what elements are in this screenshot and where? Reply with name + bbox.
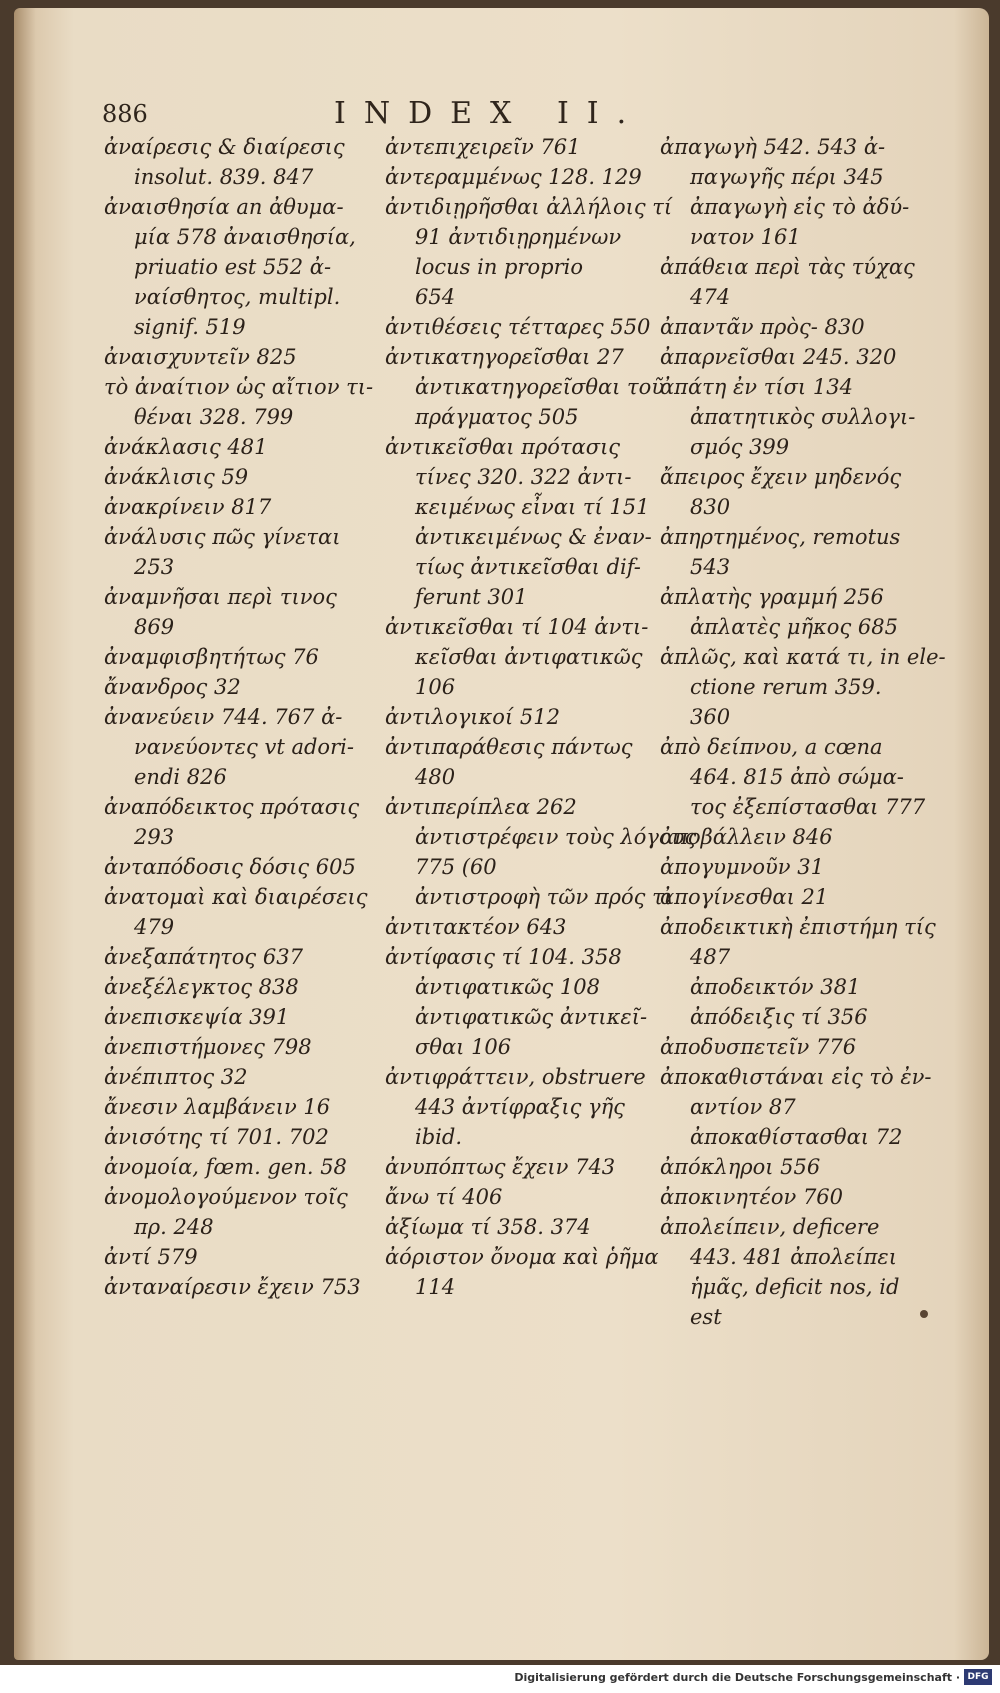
index-entry: ἀντικεῖσθαι τί 104 ἀντι- <box>385 615 649 639</box>
index-entry: 543 <box>690 555 731 579</box>
index-entry: ἀνταπόδοσις δόσις 605 <box>104 855 356 879</box>
index-entry: ἀντιπαράθεσις πάντως <box>385 735 633 759</box>
index-entry: 654 <box>415 285 456 309</box>
index-entry: 464. 815 ἀπὸ σώμα- <box>690 765 904 789</box>
index-column-3 <box>660 132 946 1332</box>
page-number: 886 <box>102 100 148 128</box>
index-entry: μία 578 ἀναισθησία, <box>134 225 356 249</box>
index-entry: ἀποκαθιστάναι εἰς τὸ ἐν- <box>660 1065 932 1089</box>
index-entry: ἀντιπερίπλεα 262 <box>385 795 577 819</box>
index-entry: ἀντιδιῃρῆσθαι ἀλλήλοις τί <box>385 195 673 219</box>
index-entry: ἀπόκληροι 556 <box>660 1155 821 1179</box>
index-entry: ἀνομολογούμενον τοῖς <box>104 1185 348 1209</box>
index-entry: ἀντιστρέφειν τοὺς λόγους <box>415 825 697 849</box>
index-entry: ἀντιφατικῶς 108 <box>415 975 600 999</box>
index-entry: ἀπογυμνοῦν 31 <box>660 855 824 879</box>
index-entry: ἀπογίνεσθαι 21 <box>660 885 829 909</box>
index-entry: ἀποκαθίστασθαι 72 <box>690 1125 903 1149</box>
index-entry: 253 <box>134 555 175 579</box>
index-entry: ἄνεσιν λαμβάνειν 16 <box>104 1095 331 1119</box>
index-entry: ἀξίωμα τί 358. 374 <box>385 1215 591 1239</box>
index-entry: ἀναμφισβητήτως 76 <box>104 645 319 669</box>
index-entry: ἀπαγωγὴ 542. 543 ἀ- <box>660 135 886 159</box>
index-entry: ἀνανεύειν 744. 767 ἀ- <box>104 705 343 729</box>
index-entry: ἀνεξαπάτητος 637 <box>104 945 303 969</box>
index-entry: ναίσθητος, multipl. <box>134 285 341 309</box>
index-entry: ἀντί 579 <box>104 1245 198 1269</box>
index-entry: τίνες 320. 322 ἀντι- <box>415 465 632 489</box>
index-entry: ἀντικειμένως & ἐναν- <box>415 525 652 549</box>
index-entry: ἀνέπιπτος 32 <box>104 1065 248 1089</box>
index-entry: ἄνανδρος 32 <box>104 675 241 699</box>
index-entry: ἀντιτακτέον 643 <box>385 915 567 939</box>
index-entry: ἀπηρτημένος, remotus <box>660 525 901 549</box>
index-entry: ἀνάκλασις 481 <box>104 435 268 459</box>
index-entry: πρ. 248 <box>134 1215 214 1239</box>
index-entry: τος ἐξεπίστασθαι 777 <box>690 795 926 819</box>
index-entry: ἀποδεικτόν 381 <box>690 975 861 999</box>
index-entry: κεῖσθαι ἀντιφατικῶς <box>415 645 643 669</box>
index-entry: ἀπάθεια περὶ τὰς τύχας <box>660 255 915 279</box>
index-entry: ἄνω τί 406 <box>385 1185 503 1209</box>
index-entry: ἀντιθέσεις τέτταρες 550 <box>385 315 651 339</box>
index-entry: 830 <box>690 495 731 519</box>
index-entry: ἀναίρεσις & διαίρεσις <box>104 135 345 159</box>
index-entry: 293 <box>134 825 175 849</box>
index-entry: σμός 399 <box>690 435 790 459</box>
index-column-2 <box>385 132 697 1302</box>
index-entry: ἀντιστροφὴ τῶν πρός τι <box>415 885 672 909</box>
index-entry: ἀόριστον ὄνομα καὶ ῥῆμα <box>385 1245 659 1269</box>
index-entry: ἀπαγωγὴ εἰς τὸ ἀδύ- <box>690 195 910 219</box>
ink-mark <box>920 1310 928 1318</box>
index-entry: ἀναισθησία an ἀθυμα- <box>104 195 344 219</box>
index-entry: ἀπαρνεῖσθαι 245. 320 <box>660 345 897 369</box>
index-entry: ἀπὸ δείπνου, a cœna <box>660 735 883 759</box>
index-entry: ἀναπόδεικτος πρότασις <box>104 795 360 819</box>
index-entry: σθαι 106 <box>415 1035 512 1059</box>
index-entry: ἀπόδειξις τί 356 <box>690 1005 868 1029</box>
index-entry: 114 <box>415 1275 456 1299</box>
index-entry: 91 ἀντιδιῃρημένων <box>415 225 622 249</box>
index-entry: ἀνατομαὶ καὶ διαιρέσεις <box>104 885 368 909</box>
index-entry: θέναι 328. 799 <box>134 405 294 429</box>
index-entry: ctione rerum 359. <box>690 675 882 699</box>
index-entry: ἀντεπιχειρεῖν 761 <box>385 135 581 159</box>
index-entry: ἀντικατηγορεῖσθαι 27 <box>385 345 624 369</box>
index-entry: ἡμᾶς, deficit nos, id <box>690 1275 900 1299</box>
index-entry: ἀποβάλλειν 846 <box>660 825 833 849</box>
index-entry: ἀνεπισκεψία 391 <box>104 1005 290 1029</box>
index-entry: ἀπάτη ἐν τίσι 134 <box>660 375 853 399</box>
index-entry: 775 (60 <box>415 855 497 879</box>
index-entry: ἀνάκλισις 59 <box>104 465 249 489</box>
index-entry: 479 <box>134 915 175 939</box>
index-entry: τὸ ἀναίτιον ὡς αἴτιον τι- <box>104 375 374 399</box>
index-entry: 869 <box>134 615 175 639</box>
index-entry: αντίον 87 <box>690 1095 796 1119</box>
index-entry: ἀντικατηγορεῖσθαι τοῦ <box>415 375 665 399</box>
index-entry: ἀνάλυσις πῶς γίνεται <box>104 525 341 549</box>
index-entry: 443. 481 ἀπολείπει <box>690 1245 897 1269</box>
index-entry: ἀνεπιστήμονες 798 <box>104 1035 312 1059</box>
index-entry: ἀπαντᾶν πρὸς- 830 <box>660 315 865 339</box>
index-entry: κειμένως εἶναι τί 151 <box>415 495 650 519</box>
index-entry: 480 <box>415 765 456 789</box>
index-entry: νανεύοντες vt adori- <box>134 735 354 759</box>
index-entry: ἀντιφράττειν, obstruere <box>385 1065 646 1089</box>
index-entry: νατον 161 <box>690 225 801 249</box>
index-entry: ἀντικεῖσθαι πρότασις <box>385 435 621 459</box>
index-entry: ἀπλατὲς μῆκος 685 <box>690 615 898 639</box>
index-entry: ἀποδεικτικὴ ἐπιστήμη τίς <box>660 915 936 939</box>
index-entry: insolut. 839. 847 <box>134 165 314 189</box>
index-entry: ἀντεραμμένως 128. 129 <box>385 165 642 189</box>
index-entry: ἀναισχυντεῖν 825 <box>104 345 297 369</box>
index-column-1 <box>104 132 374 1302</box>
index-entry: παγωγῆς πέρι 345 <box>690 165 884 189</box>
index-entry: ἀνισότης τί 701. 702 <box>104 1125 329 1149</box>
index-entry: ἀνυπόπτως ἔχειν 743 <box>385 1155 616 1179</box>
index-entry: ἀντίφασις τί 104. 358 <box>385 945 622 969</box>
index-entry: signif. 519 <box>134 315 246 339</box>
index-entry: ἀπολείπειν, deficere <box>660 1215 880 1239</box>
index-entry: endi 826 <box>134 765 227 789</box>
index-entry: ἁπλῶς, καὶ κατά τι, in ele- <box>660 645 946 669</box>
index-entry: ἀντιλογικοί 512 <box>385 705 560 729</box>
index-entry: πράγματος 505 <box>415 405 579 429</box>
footer-bar <box>0 1665 1000 1693</box>
dfg-logo: DFG <box>964 1669 992 1685</box>
index-entry: ἀποδυσπετεῖν 776 <box>660 1035 857 1059</box>
index-entry: ἄπειρος ἔχειν μηδενός <box>660 465 902 489</box>
index-entry: locus in proprio <box>415 255 583 279</box>
index-entry: ἀπλατὴς γραμμή 256 <box>660 585 884 609</box>
index-entry: ἀναμνῆσαι περὶ τινος <box>104 585 337 609</box>
index-entry: ἀνομοία, fœm. gen. 58 <box>104 1155 347 1179</box>
index-entry: 487 <box>690 945 731 969</box>
index-entry: τίως ἀντικεῖσθαι dif- <box>415 555 641 579</box>
index-entry: ἀνακρίνειν 817 <box>104 495 272 519</box>
index-entry: 106 <box>415 675 456 699</box>
index-entry: 443 ἀντίφραξις γῆς <box>415 1095 625 1119</box>
index-entry: ibid. <box>415 1125 462 1149</box>
footer-credit: Digitalisierung gefördert durch die Deutsche Forschungsgemeinschaft · <box>514 1671 960 1684</box>
index-entry: ἀνταναίρεσιν ἔχειν 753 <box>104 1275 361 1299</box>
index-entry: 360 <box>690 705 731 729</box>
index-entry: priuatio est 552 ἀ- <box>134 255 332 279</box>
index-entry: ἀποκινητέον 760 <box>660 1185 844 1209</box>
index-entry: ἀντιφατικῶς ἀντικεῖ- <box>415 1005 648 1029</box>
index-entry: 474 <box>690 285 731 309</box>
index-entry: ἀνεξέλεγκτος 838 <box>104 975 299 999</box>
page-title: INDEX II. <box>334 96 645 131</box>
index-entry: ἀπατητικὸς συλλογι- <box>690 405 916 429</box>
index-entry: ferunt 301 <box>415 585 528 609</box>
index-entry: est <box>690 1305 722 1329</box>
